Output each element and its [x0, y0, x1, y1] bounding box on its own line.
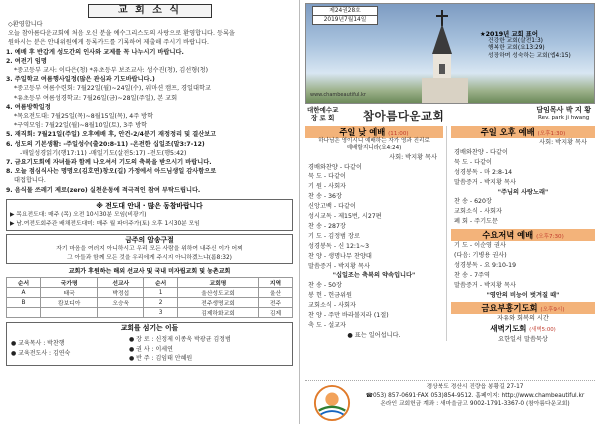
friday-prayer-header: [451, 302, 595, 314]
service-step: 교회소식 - 사회자: [308, 302, 357, 310]
news-subitem: *목요전도대: 7월25일(목)~8월15일(목), 4주 방학: [14, 113, 154, 121]
service-step: 찬 송 - 287장: [308, 222, 346, 230]
photo-url: www.chambeautiful.kr: [310, 92, 366, 98]
evangelism-lines: [10, 211, 289, 229]
pastor-english: Rev. park ji hwang: [538, 115, 590, 121]
missionary-col-header: 교회명: [178, 278, 259, 288]
table-cell: 태국: [40, 288, 97, 298]
missionary-title: 교회가 후원하는 해외 선교사 및 국내 미자립교회 및 농촌교회: [68, 268, 231, 276]
news-subitem: *유초등부 여름성경학교: 7월26일(금)~28일(주일), 본 교회: [14, 94, 178, 102]
service-step: 교회소식 - 사회자: [454, 208, 503, 216]
servant-entry: ● 교육목사 : 박찬행: [11, 340, 65, 348]
evangelism-line: ▶ 목요전도대: 매주 (목) 오전 10시30분 모임(비광기): [10, 211, 147, 218]
table-row: [7, 298, 293, 308]
servant-entry: ● 권 사 : 이세연: [129, 345, 173, 353]
issue-volume: 제24권28호: [313, 7, 377, 16]
service-step: 기 도 - 김정범 장로: [308, 232, 360, 240]
service-step: 찬 양 - 생명나무 찬양대: [308, 252, 372, 260]
service-step: 신앙고백 - 다같이: [308, 203, 357, 211]
motto-lines: [480, 38, 590, 60]
morning-service-leader: 사회: 박지황 목사: [389, 153, 437, 161]
service-step: 찬 송 - 7주역: [454, 271, 490, 279]
table-cell: [98, 308, 144, 318]
news-section: [6, 20, 293, 195]
service-step: 찬 송 - 50장: [308, 282, 342, 290]
morning-service-time: (11:00): [388, 131, 409, 137]
footer-phone: ☎053) 857-0691·FAX 053)854-9512. 홈페이지: http://www.chambeautiful.kr: [365, 392, 585, 399]
verse-box: [6, 234, 293, 265]
news-item: 5. 재직회: 7월21일(주일) 오후예배 후, 안건-2/4분기 재정정리 및 결산보고: [6, 131, 217, 139]
church-motto: [480, 31, 590, 60]
service-step: 성경봉독 - 마 2:8-14: [454, 168, 513, 176]
greeting-text: [6, 29, 293, 47]
table-cell: [40, 308, 97, 318]
news-subitem: 대접합니다.: [14, 177, 46, 185]
servant-entry: ● 장 로 : 신정제 이종욱 박광균 김정범: [129, 336, 231, 344]
table-cell: 오승욱: [98, 298, 144, 308]
motto-title: ★2019년 교회 표어: [480, 31, 538, 38]
verse-title: 금주의 암송구절: [125, 235, 174, 244]
service-step: 폐 회 - 주기도문: [454, 218, 498, 226]
table-cell: 울산: [258, 288, 292, 298]
missionary-col-header: 지역: [258, 278, 292, 288]
servants-elders: [129, 335, 231, 364]
service-step: 경배와찬양 - 다같이: [454, 148, 508, 156]
servants-staff: [11, 339, 70, 358]
greeting-heading: ◇환영합니다: [8, 21, 43, 28]
morning-service: [305, 126, 447, 341]
morning-service-order: [305, 163, 443, 272]
morning-sermon-title: "십일조는 축복의 약속입니다": [332, 272, 416, 280]
news-item: 7. 금요기도회에 자녀들과 함께 나오셔서 기도의 축복을 받으시기 바랍니다.: [6, 159, 212, 167]
table-cell: [7, 308, 41, 318]
table-cell: 김제하화교회: [178, 308, 259, 318]
pastor-title: 담임목사 박 지 황: [536, 106, 591, 114]
morning-service-note: ● 표는 일어섭니다.: [347, 331, 401, 339]
afternoon-service-order-2: [451, 197, 595, 227]
table-cell: 김제: [258, 308, 292, 318]
service-step: 기 도 - 이순영 권사: [454, 242, 506, 250]
missionary-col-header: 순서: [144, 278, 178, 288]
pastor-info: [536, 106, 591, 122]
table-row: [7, 288, 293, 298]
servants-title: 교회를 섬기는 이들: [120, 324, 179, 333]
missionary-table: [6, 277, 293, 318]
bulletin-right-page: [300, 0, 600, 424]
table-cell: 전주: [258, 298, 292, 308]
service-step: 말씀증거 - 박지황 목사: [454, 281, 516, 289]
news-subitem: -매일성경읽기(행17:11) -매일기도(살전5:17) -전도(행5:42): [20, 149, 187, 157]
service-step: (다음: 기병용 권사): [454, 252, 507, 260]
news-item: 2. 여전기 임명: [6, 57, 47, 65]
church-footer: [305, 380, 595, 422]
dawn-prayer-desc: 요한일서 말씀묵상: [498, 336, 548, 344]
news-subitem: *구역모임: 7월22일(월)~8월10일(토), 3주 방학: [14, 122, 148, 130]
friday-prayer-title: 금요부흥기도회: [481, 302, 538, 313]
table-cell: B: [7, 298, 41, 308]
other-services: [451, 126, 595, 345]
church-name-row: [305, 106, 595, 128]
missionary-col-header: 선교사: [98, 278, 144, 288]
morning-service-header: [305, 126, 443, 138]
verse-line: 자기 마음을 여러지 아니하시고 우리 모든 사람을 위하여 내주신 이가 어찌: [56, 245, 243, 252]
verse-line: 그 아들과 함께 모든 것을 우리에게 주시지 아니하겠느냐(롬8:32): [67, 254, 232, 261]
wednesday-service-time: (오후7:30): [536, 234, 564, 241]
news-list: [6, 48, 293, 195]
wednesday-sermon-title: "영안의 비능이 벗겨질 때": [486, 291, 560, 299]
dawn-prayer-title: 새벽기도회: [490, 323, 527, 333]
news-subitem: *중고등부 교사: 이다은(청) *유초등부 보조교사: 성수진(청), 김선형(청): [14, 67, 209, 75]
servant-entry: ● 반 주 : 김임태 안혜원: [129, 355, 193, 363]
afternoon-service-title: 주일 오후 예배: [480, 127, 535, 137]
service-step: 찬 송 - 620장: [454, 198, 492, 206]
news-item: 8. 오늘 점심식사는 명명오(김호연)창오(길) 가정에서 아드님생일 감사함으로: [6, 168, 217, 176]
morning-service-title: 주일 낮 예배: [339, 127, 386, 137]
missionary-box: [6, 267, 293, 318]
greeting-line: 오늘 참아름다운교회에 처음 오신 분을 예수그리스도의 사랑으로 환영합니다. 등록을: [8, 30, 235, 38]
service-step: 성경봉독 - 신 12:1~3: [308, 242, 370, 250]
table-cell: 울산성도교회: [178, 288, 259, 298]
table-cell: 3: [144, 308, 178, 318]
wednesday-service-order: [451, 241, 595, 291]
friday-prayer-time: (오후9시): [540, 306, 565, 313]
cover-photo-area: [305, 3, 595, 104]
news-subitem: *중고등부 여름수련회: 7월22일(월)~24일(수), 위마션 캠프, 경일대학교: [14, 85, 211, 93]
service-step: 성경봉독 - 요 9:10-19: [454, 261, 517, 269]
service-step: 묵 도 - 다같이: [308, 173, 347, 181]
afternoon-service-leader: 사회: 박지황 목사: [539, 139, 587, 146]
news-item: 1. 예배 후 반갑게 성도간의 인사와 교제를 꼭 나누시기 바랍니다.: [6, 48, 184, 56]
morning-verse-line: 예배할지니라(요4:24): [346, 145, 402, 152]
service-step: 찬 양 - 주만 바라볼지라 (1절): [308, 312, 389, 320]
afternoon-sermon-title: "주님의 사랑노래": [497, 188, 549, 196]
evangelism-title: ※ 전도대 안내 · 많은 동참바랍니다: [96, 201, 203, 210]
servants-box: [6, 322, 293, 366]
church-steeple-icon: [414, 8, 474, 104]
news-item: 9. 음식물 쓰레기 제로(zero) 실천운동에 적극적인 참여 부탁드립니다.: [6, 186, 201, 194]
table-row: [7, 308, 293, 318]
issue-date: 2019년7월14일: [323, 17, 367, 23]
verse-lines: [10, 245, 289, 263]
denomination-line-1: 대한예수교: [307, 106, 339, 114]
motto-line: 건강한 교회(살전1:3): [488, 38, 543, 45]
denomination: [307, 106, 338, 122]
service-order-area: [305, 126, 595, 372]
table-cell: A: [7, 288, 41, 298]
dawn-prayer-header: [451, 324, 595, 336]
evangelism-box: [6, 199, 293, 231]
dawn-prayer-time: (새벽5:00): [529, 326, 556, 333]
table-cell: 1: [144, 288, 178, 298]
church-logo-icon: [313, 384, 351, 422]
table-cell: 2: [144, 298, 178, 308]
news-item: 4. 여름방학일정: [6, 103, 51, 111]
table-cell: 캄보디아: [40, 298, 97, 308]
news-item: 6. 성도의 기본생활: -주일성수(출20:8-11) -온전한 십일조(말3:7-12): [6, 140, 205, 148]
service-step: 찬 송 - 36장: [308, 193, 342, 201]
servant-entry: ● 교육전도사 : 김연숙: [11, 349, 71, 357]
service-step: 축 도 - 설교자: [308, 322, 347, 329]
news-title: 교 회 소 식: [88, 4, 212, 18]
denomination-line-2: 장 로 회: [311, 114, 335, 122]
morning-verse-line: 하나님은 영이시니 예배하는 자가 영과 진리로: [318, 138, 430, 144]
missionary-col-header: 순서: [7, 278, 41, 288]
service-step: 경배와찬양 - 다같이: [308, 163, 362, 171]
footer-text: [357, 383, 593, 409]
service-step: 봉 헌 - 헌금위원: [308, 292, 352, 300]
afternoon-service-order: [451, 148, 595, 188]
motto-line: 행복한 교회(요13:29): [488, 45, 545, 52]
issue-info: [312, 6, 378, 25]
news-item: 3. 주일학교 여름행사일정(많은 관심과 기도바랍니다.): [6, 76, 155, 84]
footer-account: 온라인 교회헌금 계좌 : 새마을금고 9002-1791-3367-0 (참아름다운교회): [380, 401, 570, 408]
missionary-col-header: 국가명: [40, 278, 97, 288]
greeting-line: 원하시는 분은 안내위원에게 등록카드를 기록하여 제출해 주시기 바랍니다.: [8, 39, 210, 47]
wednesday-service-title: 수요저녁 예배: [482, 230, 534, 241]
church-name: 참아름다운교회: [363, 109, 445, 123]
table-cell: 박정섭: [98, 288, 144, 298]
service-step: 성시교독 - 제15번, 시27편: [308, 213, 382, 221]
service-step: 말씀증거 - 박지황 목사: [454, 178, 516, 186]
service-step: 묵 도 - 다같이: [454, 158, 493, 166]
morning-service-verse: [305, 138, 443, 153]
motto-line: 성장하며 성숙하는 교회(엡4:15): [488, 52, 571, 59]
afternoon-service-header: [451, 126, 595, 138]
afternoon-service-time: (오후1:30): [537, 131, 566, 137]
evangelism-line: ▶ 남.여전도회주관 배채전도대미: 매주 월 파더주가(토) 오후 1시30분 모임: [10, 220, 200, 227]
service-step: 기 원 - 사회자: [308, 183, 347, 191]
footer-address: 경상북도 경산시 진량읍 봉황길 27-17: [426, 384, 524, 390]
table-cell: 전주생명교회: [178, 298, 259, 308]
service-step: 말씀증거 - 박지황 목사: [308, 262, 370, 270]
morning-service-order-2: [305, 281, 443, 331]
wednesday-service-header: [451, 229, 595, 241]
friday-prayer-desc: 자유와 회복의 시간: [497, 314, 549, 322]
